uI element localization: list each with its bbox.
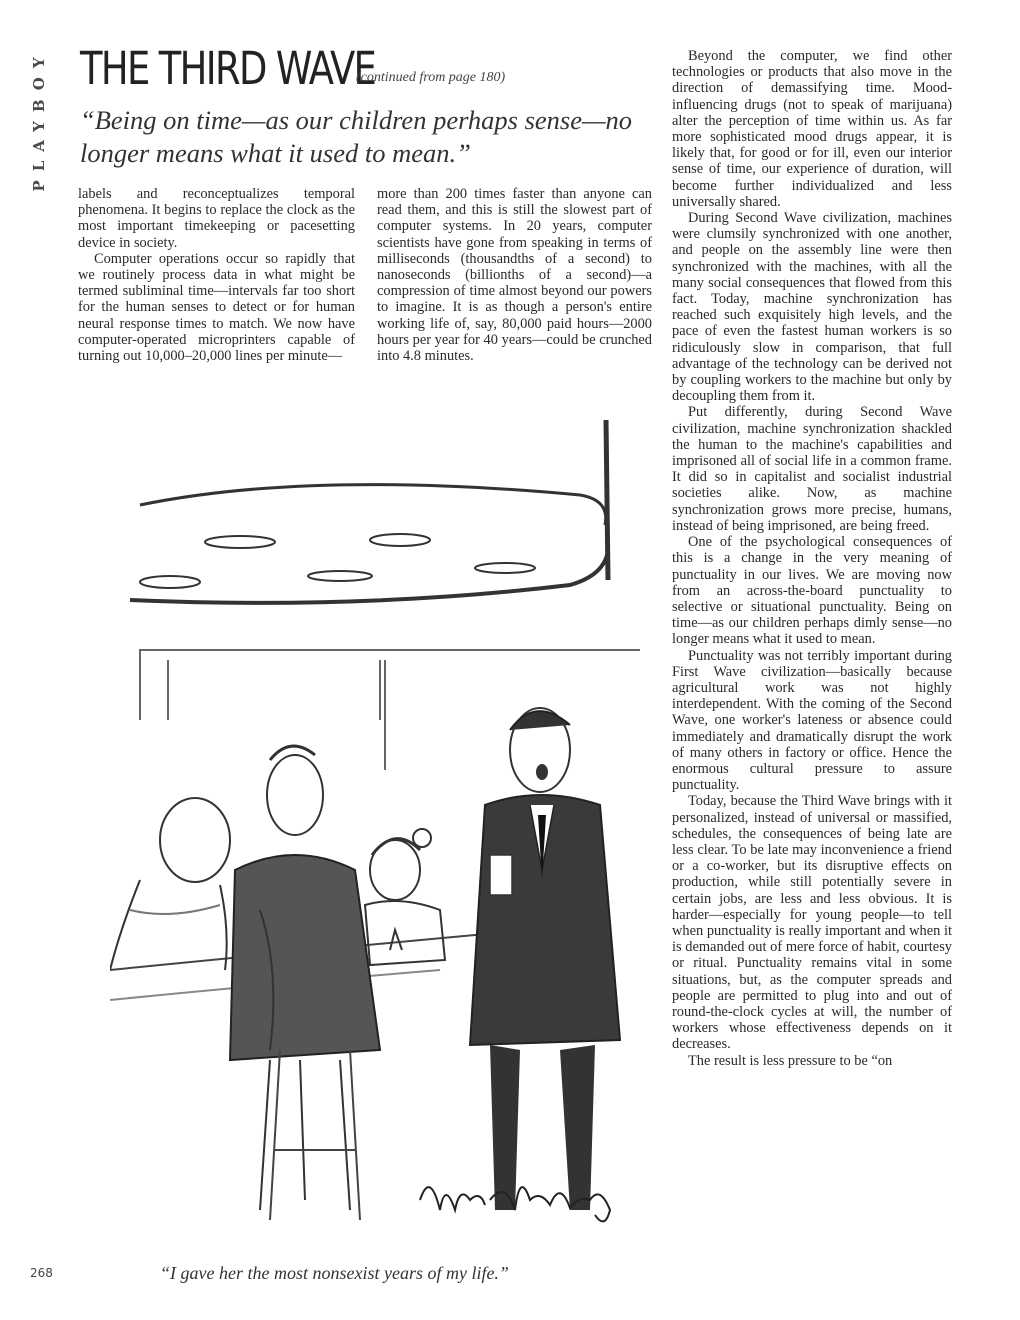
seated-man-figure: [230, 746, 380, 1210]
paragraph: Punctuality was not terribly important during First Wave civilization—basically because agricultural work was not highly interdependent. With the coming of the Second Wave, one worker's lateness or absence could immediately and dramatically disrupt the work of many others in factory or office. Hence the enormous cultural pressure to assure punctuality.: [672, 647, 952, 794]
page-number: 268: [30, 1266, 53, 1280]
paragraph: Put differently, during Second Wave civilization, machine synchronization shackled the human to the machine's capabilities and imprisoned all of social life in a common frame. It did so in capitalist and socialist industrial societies alike. Now, as machine synchronization grows more precise, humans, instead of being imprisoned, are being freed.: [672, 404, 952, 534]
magazine-name-vertical: [20, 40, 58, 200]
column-left: [78, 186, 355, 364]
paragraph: During Second Wave civilization, machines were clumsily synchronized with one another, and people on the assembly line were then synchronized with the machines, with all the many social consequences that flowed from this fact. Today, machine synchronization has reached such exquisitely high levels, and the pace of even the fastest human workers is so ridiculously slow in comparison, that full advantage of the technology can be derived not by coupling workers to the machine but only by decoupling them from it.: [672, 210, 952, 405]
continued-note: (continued from page 180): [356, 70, 506, 85]
paragraph: Today, because the Third Wave brings with it personalized, instead of universal or massified, schedules, the consequences of being late are less clear. To be late may inconvenience a friend or a co-worker, but its disruptive effects on production, while still potentially severe in certain jobs, are less and less obvious. It is harder—especially for young people—to tell when punctuality is really important and when it is demanded out of mere force of habit, courtesy or ritual. Punctuality remains vital in some situations, but, as the computer spreads and people are permitted to plug into and out of round-the-clock cycles at will, the number of workers whose effectiveness depends on it decreases.: [672, 793, 952, 1053]
column-middle: [377, 186, 652, 364]
bar-stool: [270, 1050, 360, 1220]
article-title: THE THIRD WAVE: [80, 42, 376, 95]
standing-man-figure: [470, 708, 620, 1210]
paragraph: more than 200 times faster than anyone can read them, and this is still the slowest part of computer systems. In 20 years, computer scientists have gone from speaking in terms of milliseconds (thousandths of a second) to nanoseconds (billionths of a second)—a compression of time almost beyond our powers to imagine. It is as though a person's entire working life of, say, 80,000 paid hours—2000 hours per year for 40 years—could be crunched into 4.8 minutes.: [377, 186, 652, 365]
cartoon-caption: “I gave her the most nonsexist years of my life.”: [160, 1263, 509, 1283]
bald-man-figure: [110, 798, 230, 970]
paragraph: One of the psychological consequences of this is a change in the very meaning of punctuality in our lives. We are moving now from an across-the-board punctuality to selective or situational punctuality. Being on time—as our children perhaps dimly sense—no longer means what it used to mean.: [672, 534, 952, 648]
magazine-name: PLAYBOY: [30, 48, 48, 192]
pull-quote: “Being on time—as our children perhaps sense—no longer means what it used to mean.”: [80, 105, 633, 168]
cartoon-illustration: [110, 410, 650, 1250]
paragraph: Computer operations occur so rapidly that we routinely process data in what might be termed subliminal time—intervals far too short for the human senses to detect or for human neural response times to match. We now have computer-operated microprinters capable of turning out 10,000–20,000 lines per minute—: [78, 250, 355, 365]
paragraph: Beyond the computer, we find other technologies or products that also move in the direction of demassifying time. Mood-influencing drugs (not to speak of marijuana) alter the perception of time within us. As far more sophisticated mood drugs appear, it is likely that, for good or for ill, even our interior sense of time, our experience of duration, will become further individualized and less universally shared.: [672, 48, 952, 210]
paragraph: The result is less pressure to be “on: [688, 1052, 893, 1069]
paragraph: labels and reconceptualizes temporal phenomena. It begins to replace the clock as the most important timekeeping or pacesetting device in society.: [78, 186, 355, 251]
ceiling-fixture: [130, 420, 608, 603]
column-right: [672, 48, 952, 1069]
